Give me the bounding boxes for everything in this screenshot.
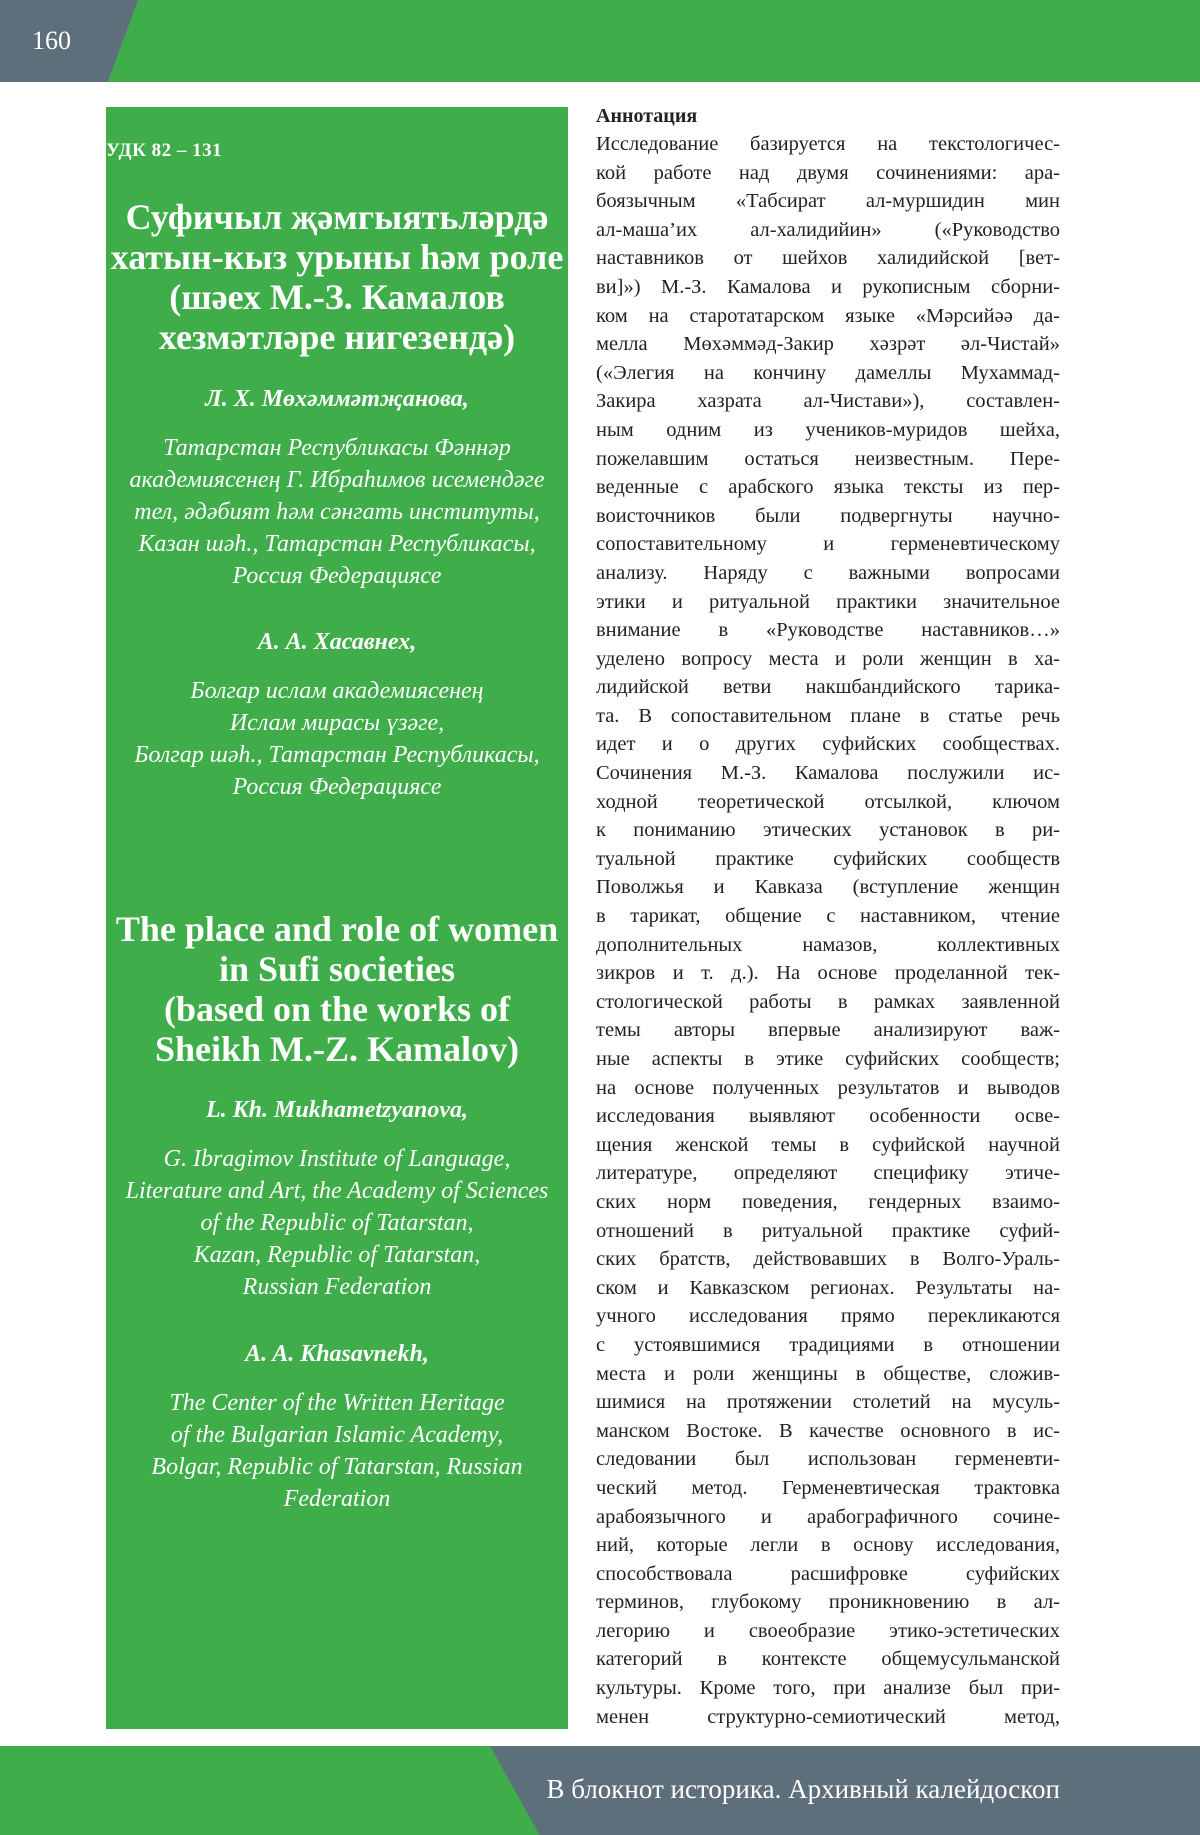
english-author-1 bbox=[106, 1095, 568, 1125]
header-green-band bbox=[0, 0, 1200, 82]
annotation-line: к пониманию этических установок в ри- bbox=[596, 819, 1060, 842]
tatar-author-1-name: Л. Х. Мөхәммәтҗанова, bbox=[205, 386, 469, 412]
annotation-line: категорий в контексте общемусульманской bbox=[596, 1648, 1060, 1671]
english-affiliation-2-line: of the Bulgarian Islamic Academy, bbox=[170, 1422, 504, 1448]
annotation-line: ные аспекты в этике суфийских сообществ; bbox=[596, 1048, 1060, 1070]
annotation-line: Исследование базируется на текстологичес- bbox=[596, 133, 1060, 155]
annotation-line: темы авторы впервые анализируют важ- bbox=[596, 1019, 1060, 1042]
annotation-line: манском Востоке. В качестве основного в ис- bbox=[596, 1419, 1060, 1442]
english-author-2-name: A. A. Khasavnekh, bbox=[245, 1341, 429, 1367]
english-author-1-name: L. Kh. Mukhametzyanova, bbox=[205, 1097, 469, 1123]
annotation-line: ских норм поведения, гендерных взаимо- bbox=[596, 1190, 1060, 1213]
tatar-affiliation-1-line: Россия Федерациясе bbox=[232, 563, 442, 589]
tatar-title-line: хезмәтләре нигезендә) bbox=[158, 317, 516, 357]
udk-code: УДК 82 – 131 bbox=[106, 140, 223, 161]
annotation-line: шимися на протяжении столетий на мусуль- bbox=[596, 1391, 1060, 1414]
annotation-line: терминов, глубокому проникновению в ал- bbox=[596, 1591, 1060, 1614]
annotation-line: способствовала расшифровке суфийских bbox=[596, 1562, 1060, 1585]
tatar-author-2-name: А. А. Хасавнех, bbox=[257, 629, 417, 655]
annotation-line: уделено вопросу места и роли женщин в ха- bbox=[596, 647, 1060, 670]
tatar-author-1 bbox=[106, 384, 568, 414]
annotation-line: ском и Кавказском регионах. Результаты на- bbox=[596, 1276, 1060, 1299]
annotation-body bbox=[596, 130, 1060, 1731]
annotation-line: пожелавшим остаться неизвестным. Пере- bbox=[596, 447, 1060, 470]
annotation-line: Закира хазрата ал-Чистави»), составлен- bbox=[596, 390, 1060, 413]
tatar-affiliation-2 bbox=[106, 675, 568, 803]
annotation-line: идет и о других суфийских сообществах. bbox=[596, 733, 1060, 756]
annotation-line: дополнительных намазов, коллективных bbox=[596, 933, 1060, 956]
tatar-title bbox=[106, 197, 568, 357]
annotation-line: туальной практике суфийских сообществ bbox=[596, 847, 1060, 870]
tatar-affiliation-1-line: тел, әдәбият һәм сәнгать институты, bbox=[134, 499, 540, 525]
tatar-affiliation-2-line: Россия Федерациясе bbox=[232, 774, 442, 800]
tatar-author-2 bbox=[106, 627, 568, 657]
annotation-line: культуры. Кроме того, при анализе был при- bbox=[596, 1677, 1060, 1700]
annotation-line: мелла Мөхәммәд-Закир хәзрәт әл-Чистай» bbox=[596, 333, 1060, 356]
annotation-line: ком на старотатарском языке «Мәрсийәә да- bbox=[596, 304, 1060, 327]
tatar-affiliation-1-line: Татарстан Республикасы Фәннәр bbox=[163, 435, 511, 461]
tatar-affiliation-2-line: Ислам мирасы үзәге, bbox=[229, 710, 445, 736]
article-title-panel bbox=[106, 107, 568, 1729]
annotation-line: арабоязычного и арабографичного сочине- bbox=[596, 1505, 1060, 1528]
english-affiliation-2-line: Federation bbox=[283, 1486, 391, 1512]
annotation-line: наставников от шейхов халидийской [вет- bbox=[596, 247, 1060, 270]
english-affiliation-1-line: Kazan, Republic of Tatarstan, bbox=[193, 1242, 481, 1268]
annotation-line: ний, которые легли в основу исследования, bbox=[596, 1534, 1060, 1557]
annotation-line: с устоявшимися традициями в отношении bbox=[596, 1333, 1060, 1356]
page-number: 160 bbox=[32, 26, 71, 55]
annotation-line: боязычным «Табсират ал-муршидин мин bbox=[596, 190, 1060, 213]
page-header bbox=[0, 0, 1200, 82]
annotation-line: ходной теоретической отсылкой, ключом bbox=[596, 790, 1060, 813]
annotation-line: стологической работы в рамках заявленной bbox=[596, 990, 1060, 1013]
annotation-line: внимание в «Руководстве наставников…» bbox=[596, 619, 1060, 642]
english-affiliation-1-line: Russian Federation bbox=[242, 1274, 432, 1300]
annotation-line: щения женской темы в суфийской научной bbox=[596, 1133, 1060, 1156]
annotation-line: менен структурно-семиотический метод, bbox=[596, 1705, 1060, 1728]
annotation-line: ал-маша’их ал-халидийин» («Руководство bbox=[596, 218, 1060, 241]
annotation-line: учного исследования прямо перекликаются bbox=[596, 1305, 1060, 1328]
annotation-line: Поволжья и Кавказа (вступление женщин bbox=[596, 876, 1060, 899]
annotation-line: в тарикат, общение с наставником, чтение bbox=[596, 905, 1060, 928]
tatar-affiliation-2-line: Болгар ислам академиясенең bbox=[190, 678, 484, 704]
english-affiliation-2 bbox=[106, 1387, 568, 1515]
running-title: В блокнот историка. Архивный калейдоскоп bbox=[546, 1774, 1060, 1804]
english-affiliation-1-line: Literature and Art, the Academy of Sciences bbox=[125, 1178, 549, 1204]
annotation-line: веденные с арабского языка тексты из пер- bbox=[596, 476, 1060, 499]
annotation-heading: Аннотация bbox=[596, 105, 698, 127]
english-affiliation-1 bbox=[106, 1143, 568, 1303]
annotation-line: следовании был использован герменевти- bbox=[596, 1448, 1060, 1471]
english-affiliation-1-line: G. Ibragimov Institute of Language, bbox=[163, 1146, 511, 1172]
annotation-line: воисточников были подвергнуты научно- bbox=[596, 504, 1060, 527]
tatar-title-line: хатын-кыз урыны һәм роле bbox=[110, 237, 564, 277]
tatar-title-line: (шәех М.-З. Камалов bbox=[169, 277, 505, 317]
tatar-affiliation-1-line: Казан шәһ., Татарстан Республикасы, bbox=[138, 531, 536, 557]
annotation bbox=[596, 102, 1060, 1731]
annotation-line: литературе, определяют специфику этиче- bbox=[596, 1162, 1060, 1185]
english-title-line: Sheikh M.-Z. Kamalov) bbox=[154, 1029, 520, 1069]
english-title-line: in Sufi societies bbox=[218, 949, 455, 989]
tatar-title-line: Суфичыл җәмгыятьләрдә bbox=[125, 197, 549, 237]
annotation-line: ным одним из учеников-муридов шейха, bbox=[596, 418, 1060, 441]
annotation-line: ческий метод. Герменевтическая трактовка bbox=[596, 1476, 1060, 1499]
annotation-line: отношений в ритуальной практике суфий- bbox=[596, 1219, 1060, 1242]
annotation-line: Сочинения М.-З. Камалова послужили ис- bbox=[596, 762, 1060, 785]
annotation-line: сопоставительному и герменевтическому bbox=[596, 533, 1060, 556]
annotation-line: анализу. Наряду с важными вопросами bbox=[596, 561, 1060, 584]
tatar-affiliation-2-line: Болгар шәһ., Татарстан Республикасы, bbox=[134, 742, 540, 768]
english-title bbox=[106, 909, 568, 1069]
annotation-line: этики и ритуальной практики значительное bbox=[596, 590, 1060, 613]
english-author-2 bbox=[106, 1339, 568, 1369]
annotation-line: («Элегия на кончину дамеллы Мухаммад- bbox=[596, 361, 1060, 384]
tatar-affiliation-1-line: академиясенең Г. Ибраһимов исемендәге bbox=[129, 467, 545, 493]
annotation-line: ви]») М.-З. Камалова и рукописным сборни- bbox=[596, 275, 1060, 298]
english-affiliation-2-line: The Center of the Written Heritage bbox=[169, 1390, 505, 1416]
english-title-line: The place and role of women bbox=[115, 909, 559, 949]
english-affiliation-2-line: Bolgar, Republic of Tatarstan, Russian bbox=[151, 1454, 523, 1480]
annotation-line: легорию и своеобразие этико-эстетических bbox=[596, 1619, 1060, 1642]
annotation-line: зикров и т. д.). На основе проделанной тек- bbox=[596, 962, 1060, 985]
annotation-line: исследования выявляют особенности осве- bbox=[596, 1105, 1060, 1128]
english-affiliation-1-line: of the Republic of Tatarstan, bbox=[200, 1210, 474, 1236]
annotation-line: ских братств, действовавших в Волго-Ураль- bbox=[596, 1248, 1060, 1271]
annotation-line: места и роли женщины в обществе, сложив- bbox=[596, 1362, 1060, 1385]
tatar-affiliation-1 bbox=[106, 432, 568, 592]
english-title-line: (based on the works of bbox=[163, 989, 511, 1029]
page-footer bbox=[0, 1746, 1200, 1835]
annotation-line: на основе полученных результатов и выводов bbox=[596, 1076, 1060, 1099]
annotation-line: кой работе над двумя сочинениями: ара- bbox=[596, 161, 1060, 184]
annotation-line: та. В сопоставительном плане в статье речь bbox=[596, 704, 1060, 727]
annotation-line: лидийской ветви накшбандийского тарика- bbox=[596, 676, 1060, 699]
